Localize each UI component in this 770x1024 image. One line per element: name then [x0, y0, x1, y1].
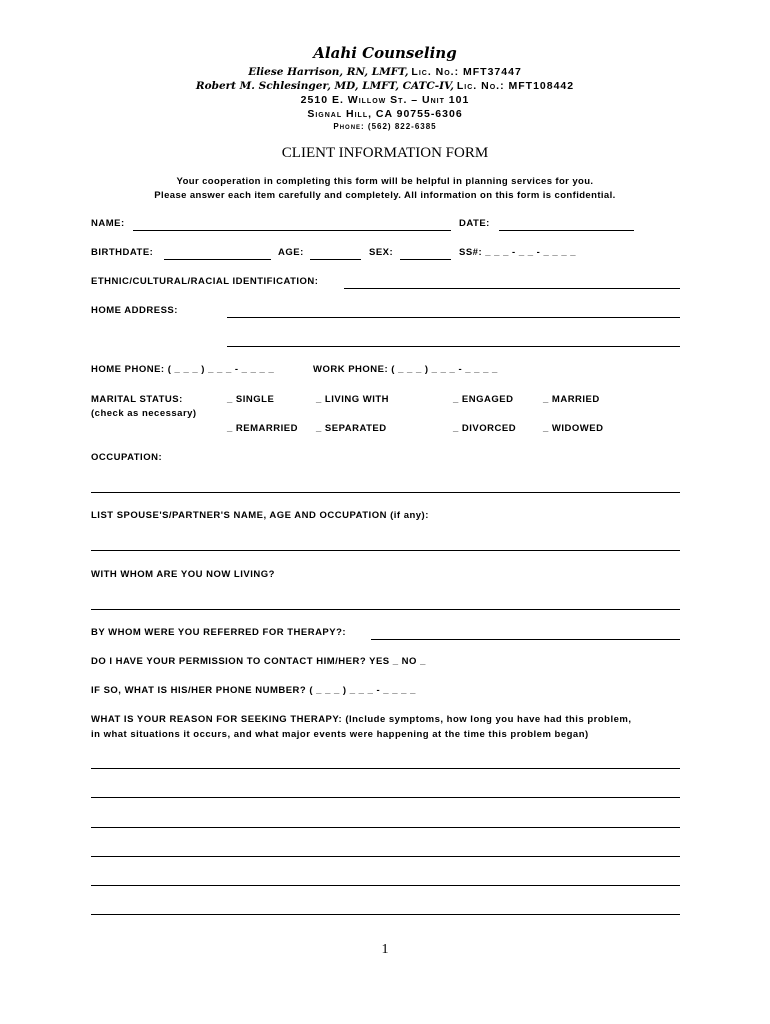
- reason-field-line[interactable]: [91, 797, 680, 798]
- age-label: AGE:: [278, 247, 304, 258]
- marital-option-engaged[interactable]: _ ENGAGED: [453, 394, 514, 405]
- marital-option-separated[interactable]: _ SEPARATED: [316, 423, 387, 434]
- ethnic-label: ETHNIC/CULTURAL/RACIAL IDENTIFICATION:: [91, 276, 319, 287]
- age-field[interactable]: [310, 259, 361, 260]
- name-label: NAME:: [91, 218, 125, 229]
- work-phone-label[interactable]: WORK PHONE: ( _ _ _ ) _ _ _ - _ _ _ _: [313, 364, 498, 375]
- ethnic-field[interactable]: [344, 288, 680, 289]
- reason-field-line[interactable]: [91, 885, 680, 886]
- spouse-label: LIST SPOUSE'S/PARTNER'S NAME, AGE AND OCCUPATION (if any):: [91, 510, 429, 521]
- intro-line-1: Your cooperation in completing this form will be helpful in planning services for you.: [176, 176, 594, 187]
- address-line-2: Signal Hill, CA 90755-6306: [307, 108, 463, 120]
- occupation-label: OCCUPATION:: [91, 452, 163, 463]
- reason-field-line[interactable]: [91, 856, 680, 857]
- referred-field[interactable]: [371, 639, 680, 640]
- living-with-label: WITH WHOM ARE YOU NOW LIVING?: [91, 569, 275, 580]
- marital-option-widowed[interactable]: _ WIDOWED: [543, 423, 604, 434]
- marital-status-label: MARITAL STATUS:: [91, 394, 183, 405]
- provider-1-name: Eliese Harrison, RN, LMFT,: [248, 66, 409, 78]
- marital-option-divorced[interactable]: _ DIVORCED: [453, 423, 517, 434]
- provider-1-license: Lic. No.: MFT37447: [411, 66, 522, 78]
- practice-name: Alahi Counseling: [313, 44, 457, 62]
- name-field[interactable]: [133, 230, 451, 231]
- home-phone-label[interactable]: HOME PHONE: ( _ _ _ ) _ _ _ - _ _ _ _: [91, 364, 275, 375]
- permission-label[interactable]: DO I HAVE YOUR PERMISSION TO CONTACT HIM/HER? YES _ NO _: [91, 656, 426, 667]
- address-line-1: 2510 E. Willow St. – Unit 101: [300, 94, 470, 106]
- living-with-field[interactable]: [91, 609, 680, 610]
- marital-option-living-with[interactable]: _ LIVING WITH: [316, 394, 389, 405]
- marital-option-single[interactable]: _ SINGLE: [227, 394, 275, 405]
- reason-label: WHAT IS YOUR REASON FOR SEEKING THERAPY: (Include symptoms, how long you have had this problem,: [91, 714, 632, 725]
- marital-note: (check as necessary): [91, 408, 197, 419]
- provider-2-name: Robert M. Schlesinger, MD, LMFT, CATC-IV,: [195, 80, 454, 92]
- intro-line-2: Please answer each item carefully and completely. All information on this form is confidential.: [154, 190, 616, 201]
- referred-label: BY WHOM WERE YOU REFERRED FOR THERAPY?:: [91, 627, 347, 638]
- marital-option-married[interactable]: _ MARRIED: [543, 394, 600, 405]
- home-address-field-2[interactable]: [227, 346, 680, 347]
- reason-field-line[interactable]: [91, 914, 680, 915]
- home-address-label: HOME ADDRESS:: [91, 305, 178, 316]
- home-address-field-1[interactable]: [227, 317, 680, 318]
- reason-label-continued: in what situations it occurs, and what major events were happening at the time this problem began): [91, 729, 589, 740]
- birthdate-field[interactable]: [164, 259, 271, 260]
- office-phone: Phone: (562) 822-6385: [333, 122, 437, 131]
- provider-2-license: Lic. No.: MFT108442: [456, 80, 575, 92]
- sex-label: SEX:: [369, 247, 394, 258]
- birthdate-label: BIRTHDATE:: [91, 247, 154, 258]
- ssn-label[interactable]: SS#: _ _ _ - _ _ - _ _ _ _: [459, 247, 577, 258]
- date-label: DATE:: [459, 218, 490, 229]
- reason-field-line[interactable]: [91, 768, 680, 769]
- date-field[interactable]: [499, 230, 634, 231]
- page-number: 1: [381, 942, 389, 957]
- form-title: CLIENT INFORMATION FORM: [281, 145, 489, 161]
- provider-line-2: [0, 80, 770, 92]
- sex-field[interactable]: [400, 259, 451, 260]
- occupation-field[interactable]: [91, 492, 680, 493]
- reason-field-line[interactable]: [91, 827, 680, 828]
- marital-option-remarried[interactable]: _ REMARRIED: [227, 423, 298, 434]
- spouse-field[interactable]: [91, 550, 680, 551]
- referrer-phone-label[interactable]: IF SO, WHAT IS HIS/HER PHONE NUMBER? ( _ _ _ ) _ _ _ - _ _ _ _: [91, 685, 416, 696]
- provider-line-1: [0, 66, 770, 78]
